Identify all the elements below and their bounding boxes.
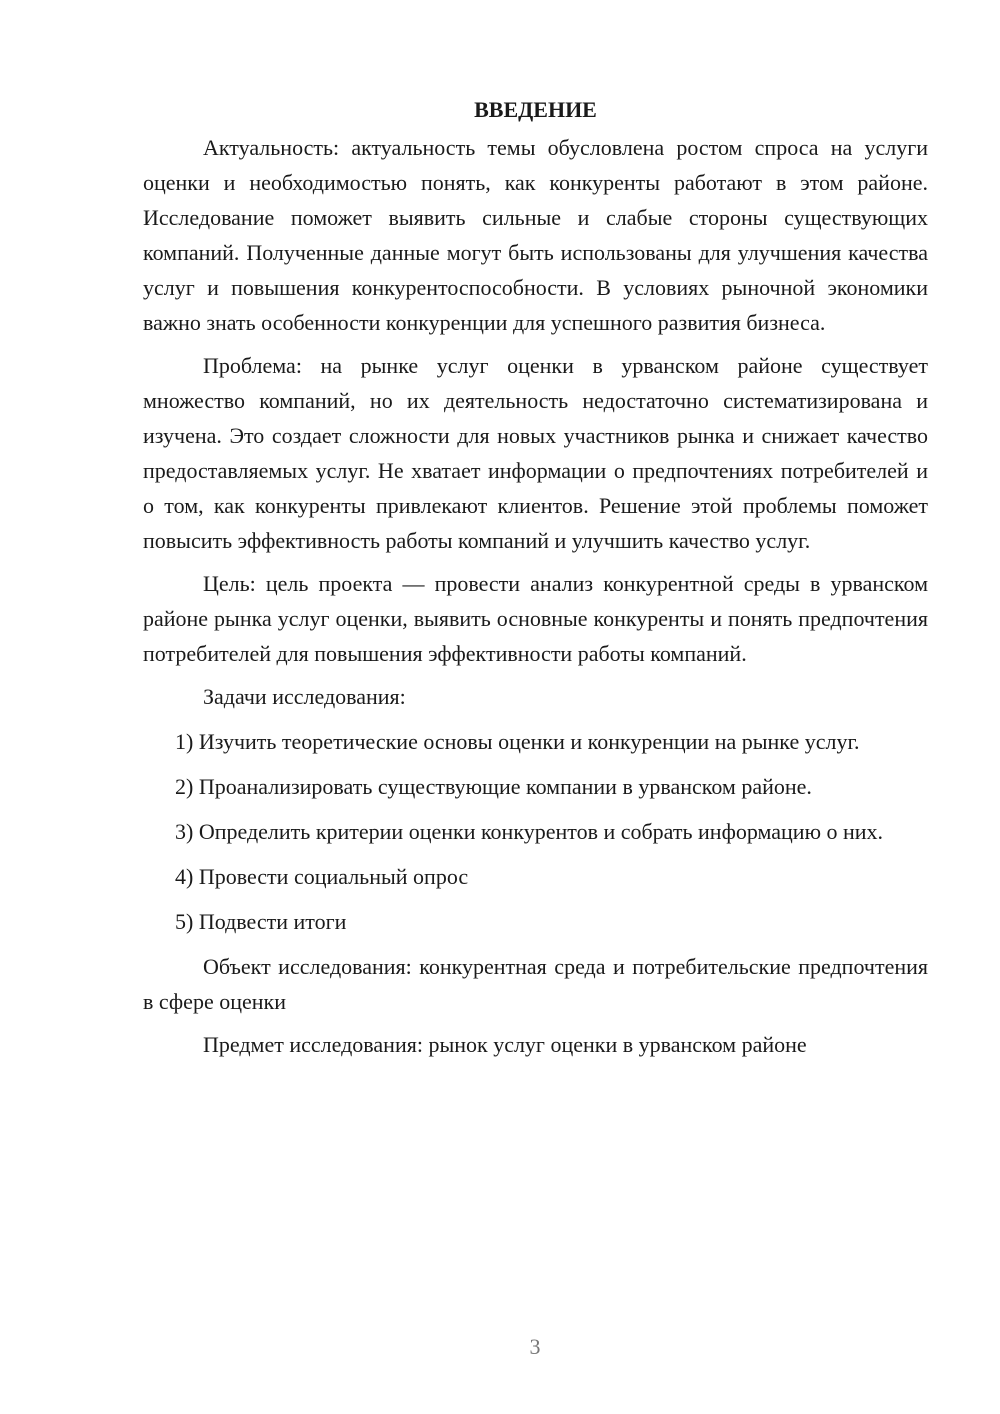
task-item-5: 5) Подвести итоги (175, 909, 347, 934)
goal-paragraph: Цель: цель проекта — провести анализ конкурентной среды в урванском районе рынка услуг оценки, выявить основные конкуренты и понять предпочтения потребителей для повышения эффективности работы компаний. (143, 571, 928, 666)
task-item-4: 4) Провести социальный опрос (175, 864, 469, 889)
page-number: 3 (529, 1334, 541, 1359)
subject-paragraph: Предмет исследования: рынок услуг оценки в урванском районе (203, 1032, 807, 1057)
section-heading: ВВЕДЕНИЕ (474, 97, 597, 122)
task-item-3: 3) Определить критерии оценки конкурентов и собрать информацию о них. (175, 819, 884, 844)
object-paragraph: Объект исследования: конкурентная среда и потребительские предпочтения в сфере оценки (143, 954, 928, 1014)
task-item-2: 2) Проанализировать существующие компании в урванском районе. (175, 774, 812, 799)
tasks-title: Задачи исследования: (203, 684, 406, 709)
page-content (143, 92, 928, 1070)
relevance-paragraph: Актуальность: актуальность темы обусловлена ростом спроса на услуги оценки и необходимостью понять, как конкуренты работают в этом районе. Исследование поможет выявить сильные и слабые стороны существующих компаний. Полученные данные могут быть использованы для улучшения качества услуг и повышения конкурентоспособности. В условиях рыночной экономики важно знать особенности конкуренции для успешного развития бизнеса. (143, 135, 928, 335)
problem-paragraph: Проблема: на рынке услуг оценки в урванском районе существует множество компаний, но их деятельность недостаточно систематизирована и изучена. Это создает сложности для новых участников рынка и снижает качество предоставляемых услуг. Не хватает информации о предпочтениях потребителей и о том, как конкуренты привлекают клиентов. Решение этой проблемы поможет повысить эффективность работы компаний и улучшить качество услуг. (143, 353, 928, 553)
task-item-1: 1) Изучить теоретические основы оценки и конкуренции на рынке услуг. (175, 729, 860, 754)
